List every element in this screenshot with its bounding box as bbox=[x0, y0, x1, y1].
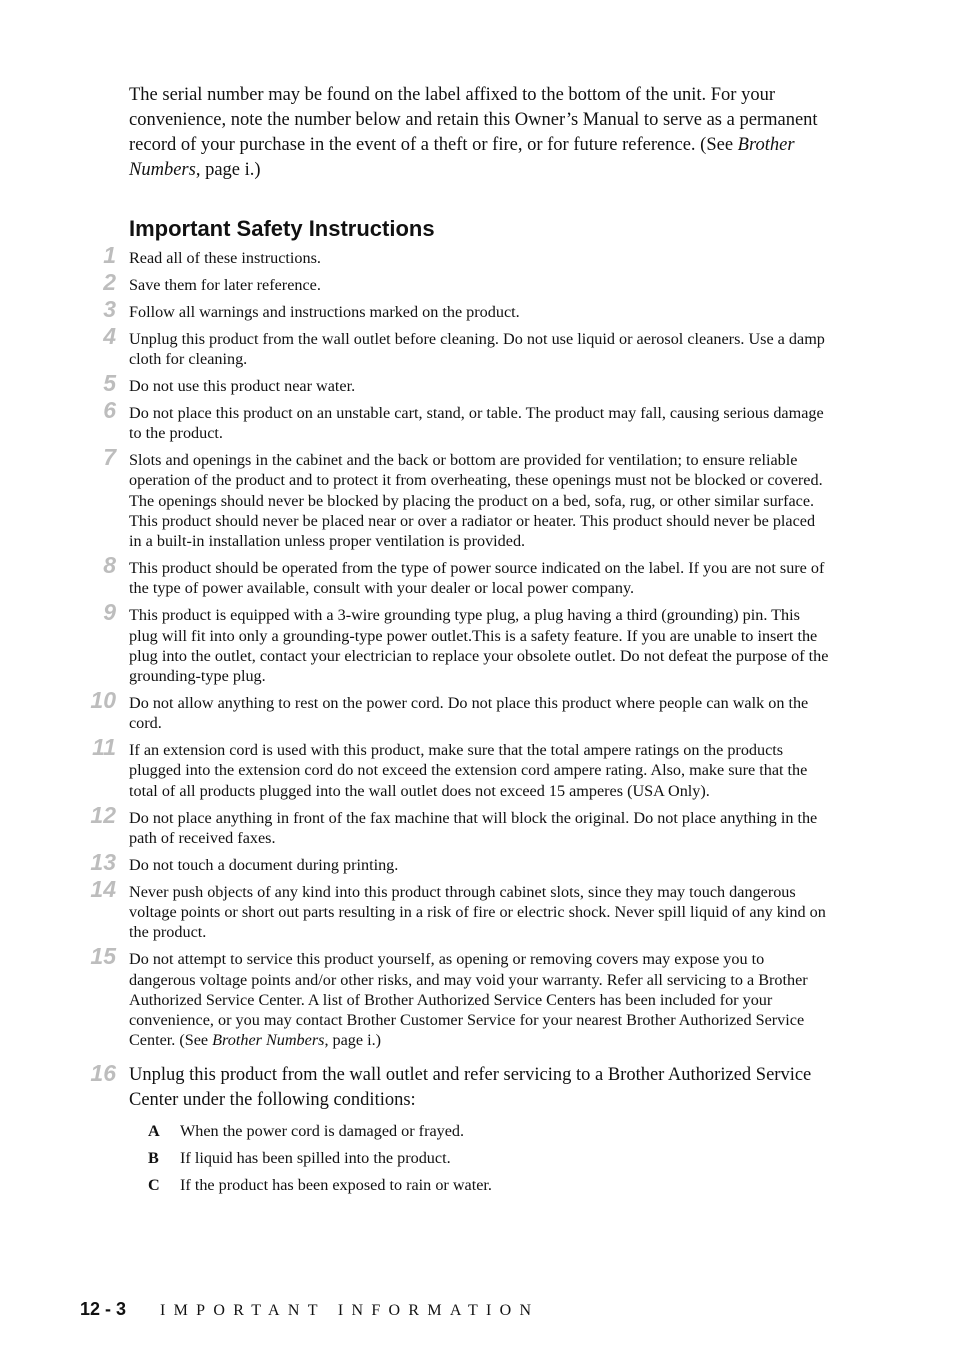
conditions-sublist bbox=[129, 1121, 829, 1195]
item-text: Unplug this product from the wall outlet before cleaning. Do not use liquid or aerosol cleaners. Use a damp cloth for cleaning. bbox=[129, 329, 825, 368]
item-number: 15 bbox=[90, 943, 116, 970]
item-text: Do not touch a document during printing. bbox=[129, 855, 399, 874]
item-number: 14 bbox=[90, 875, 116, 902]
sub-text: If liquid has been spilled into the product. bbox=[180, 1148, 451, 1167]
item-text: This product should be operated from the type of power source indicated on the label. If you are not sure of the type of power available, consult with your dealer or local power company. bbox=[129, 559, 825, 598]
item-text: Save them for later reference. bbox=[129, 275, 321, 294]
item-number: 7 bbox=[103, 443, 116, 470]
list-item bbox=[0, 686, 829, 734]
item-number: 3 bbox=[103, 295, 116, 322]
list-item bbox=[0, 242, 829, 268]
item-text: Do not place anything in front of the fax machine that will block the original. Do not place anything in the path of received faxes. bbox=[129, 808, 818, 847]
item-text-end: , page i.) bbox=[324, 1031, 382, 1050]
sublist-item bbox=[129, 1148, 829, 1168]
footer-section-title: IMPORTANT INFORMATION bbox=[160, 1302, 540, 1319]
intro-paragraph bbox=[129, 83, 829, 183]
list-item bbox=[0, 1059, 829, 1195]
item-text: Never push objects of any kind into this product through cabinet slots, since they may touch dangerous voltage points or short out parts resulting in a risk of fire or electric shock. Never spill liquid of any kind on the product. bbox=[129, 882, 826, 942]
list-item bbox=[0, 875, 829, 943]
item-text: Follow all warnings and instructions marked on the product. bbox=[129, 302, 520, 321]
list-item bbox=[0, 734, 829, 801]
item-number: 6 bbox=[103, 396, 116, 423]
item-number: 1 bbox=[103, 242, 116, 268]
page-number: 12 - 3 bbox=[80, 1299, 127, 1319]
sub-letter: B bbox=[148, 1148, 159, 1167]
list-item bbox=[0, 268, 829, 295]
sublist-item bbox=[129, 1121, 829, 1141]
brother-numbers-reference: Brother Numbers bbox=[129, 135, 795, 180]
page-footer bbox=[80, 1299, 539, 1323]
item-number: 9 bbox=[103, 599, 116, 626]
item-number: 5 bbox=[103, 369, 116, 396]
item-number: 13 bbox=[90, 848, 116, 875]
item-number: 8 bbox=[103, 552, 116, 579]
item-text: If an extension cord is used with this product, make sure that the total ampere ratings on the products plugged into the extension cord do not exceed the extension cord ampere rating. Also, make sure that the total of all products plugged into the wall outlet does not exceed 15 amperes (USA Only). bbox=[129, 741, 808, 800]
intro-text: The serial number may be found on the label affixed to the bottom of the unit. For your convenience, note the number below and retain this Owner’s Manual to serve as a permanent record of your purchase in the event of a theft or fire, or for future reference. (See bbox=[129, 85, 818, 155]
item-text: Slots and openings in the cabinet and the back or bottom are provided for ventilation; to ensure reliable operation of the product and to protect it from overheating, these openings must not be blocked or covered. The openings should never be blocked by placing the product on a bed, sofa, rug, or other similar surface. This product should never be placed near or over a radiator or heater. This product should never be placed in a built-in installation unless proper ventilation is provided. bbox=[129, 450, 823, 551]
sub-text: If the product has been exposed to rain or water. bbox=[180, 1175, 492, 1194]
item-number: 11 bbox=[92, 734, 116, 761]
item-text: Do not place this product on an unstable cart, stand, or table. The product may fall, causing serious damage to the product. bbox=[129, 403, 824, 443]
list-item bbox=[0, 801, 829, 849]
list-item bbox=[0, 599, 829, 686]
intro-text-end: , page i.) bbox=[195, 160, 261, 180]
item-text: Do not attempt to service this product yourself, as opening or removing covers may expose you to dangerous voltage points and/or other risks, and may void your warranty. Refer all servicing to a Brother Authorized Service Center. A list of Brother Authorized Service Centers has been included for your convenience, or you may contact Brother Customer Service for your nearest Brother Authorized Service Center. (See bbox=[129, 950, 808, 1050]
sub-letter: A bbox=[148, 1121, 160, 1140]
list-item bbox=[0, 369, 829, 396]
list-item bbox=[0, 396, 829, 444]
list-item bbox=[0, 295, 829, 322]
item-number: 2 bbox=[103, 268, 116, 295]
sublist-item bbox=[129, 1175, 829, 1195]
sub-letter: C bbox=[148, 1175, 160, 1194]
list-item bbox=[0, 848, 829, 875]
section-heading: Important Safety Instructions bbox=[129, 216, 435, 241]
item-number: 10 bbox=[90, 686, 116, 713]
list-item bbox=[0, 443, 829, 551]
item-number: 4 bbox=[103, 322, 116, 349]
item-text: Do not use this product near water. bbox=[129, 376, 356, 395]
list-item bbox=[0, 322, 829, 370]
item-text: This product is equipped with a 3-wire grounding type plug, a plug having a third (grounding) pin. This plug will fit into only a grounding-type power outlet.This is a safety feature. If you are unable to insert the plug into the outlet, contact your electrician to replace your obsolete outlet. Do not defeat the purpose of the grounding-type plug. bbox=[129, 606, 829, 686]
list-item bbox=[0, 943, 829, 1050]
item-number: 12 bbox=[90, 801, 116, 828]
item-text: Do not allow anything to rest on the power cord. Do not place this product where people can walk on the cord. bbox=[129, 693, 809, 733]
item-number: 16 bbox=[90, 1059, 116, 1086]
item-text: Unplug this product from the wall outlet and refer servicing to a Brother Authorized Service Center under the following conditions: bbox=[129, 1064, 812, 1110]
list-item bbox=[0, 552, 829, 599]
sub-text: When the power cord is damaged or frayed. bbox=[180, 1121, 465, 1140]
safety-instructions-list bbox=[0, 242, 954, 1202]
brother-numbers-reference: Brother Numbers bbox=[212, 1031, 325, 1050]
item-text: Read all of these instructions. bbox=[129, 249, 321, 267]
